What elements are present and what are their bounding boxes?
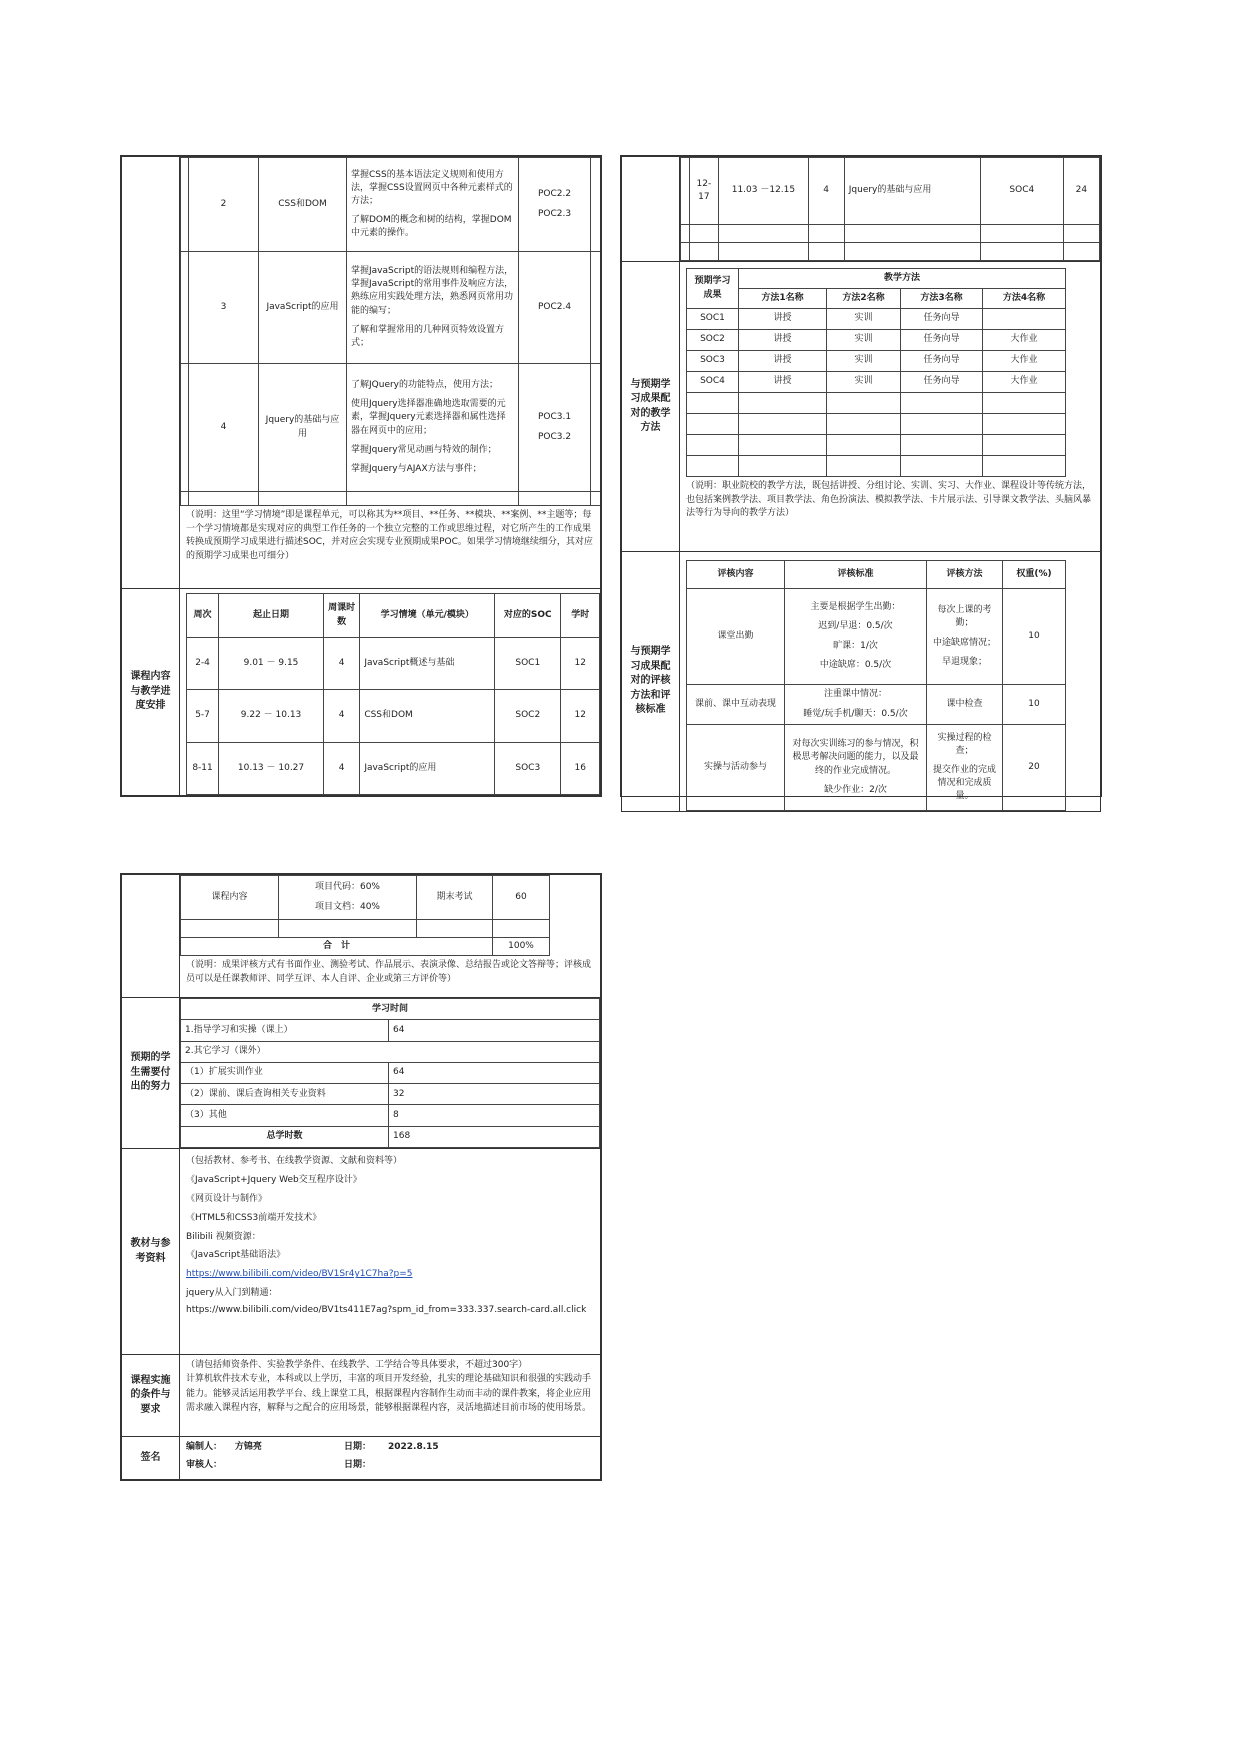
schedule-table (186, 593, 600, 795)
method-row: SOC4 讲授 实训 任务向导 大作业 (687, 372, 1066, 393)
effort-row: （1）扩展实训作业 64 (181, 1062, 600, 1083)
assess-row: 课堂出勤 主要是根据学生出勤： 迟到/早退：0.5/次 旷课：1/次 中途缺席：0.5/次 每次上课的考勤； 中途缺席情况； 早退现象； 10 (687, 589, 1066, 685)
sign-date: 2022.8.15 (388, 1442, 439, 1452)
effort-label: 预期的学生需要付出的努力 (122, 998, 180, 1149)
reference-link[interactable]: https://www.bilibili.com/video/BV1Sr4y1C7ha?p=5 (186, 1269, 413, 1280)
method-label: 与预期学习成果配对的教学方法 (622, 262, 680, 552)
schedule-row: 8-11 10.13 － 10.27 4 JavaScript的应用 SOC3 16 (187, 742, 600, 794)
reference-url: https://www.bilibili.com/video/BV1ts411E7ag?spm_id_from=333.337.search-card.all.click (186, 1305, 587, 1316)
schedule-header: 周课时数 (323, 594, 359, 638)
page-3 (120, 873, 602, 1481)
method-row: SOC1 讲授 实训 任务向导 (687, 309, 1066, 330)
signature-label: 签名 (122, 1437, 180, 1480)
situation-title: CSS和DOM (259, 158, 347, 252)
schedule-header: 学习情境（单元/模块） (360, 594, 495, 638)
page-3-table (121, 874, 601, 1480)
situation-poc: POC3.1 POC3.2 (519, 364, 591, 492)
assess-row: 课程内容 项目代码：60% 项目文档：40% 期末考试 60 (181, 876, 550, 920)
situation-title: JavaScript的应用 (259, 252, 347, 364)
schedule-header: 周次 (187, 594, 219, 638)
effort-header: 学习时间 (181, 999, 600, 1020)
effort-row: 2.其它学习（课外） (181, 1041, 600, 1062)
conditions-label: 课程实施的条件与要求 (122, 1355, 180, 1437)
page-2-table (621, 156, 1101, 812)
conditions-note: （请包括师资条件、实验教学条件、在线教学、工学结合等具体要求，不超过300字） (186, 1360, 528, 1370)
schedule-header: 学时 (561, 594, 600, 638)
situation-no: 3 (189, 252, 259, 364)
method-note: （说明：职业院校的教学方法，既包括讲授、分组讨论、实训、实习、大作业、课程设计等传统方法，也包括案例教学法、项目教学法、角色扮演法、模拟教学法、卡片展示法、引导课文教学法、头脑风暴法等行为导向的教学方法） (686, 481, 1092, 518)
method-header: 方法4名称 (983, 289, 1066, 309)
method-header: 方法1名称 (739, 289, 827, 309)
method-header: 方法3名称 (901, 289, 983, 309)
situation-no: 4 (189, 364, 259, 492)
schedule-row: 12-17 11.03 －12.15 4 Jquery的基础与应用 SOC4 24 (681, 158, 1100, 225)
effort-table (180, 998, 600, 1148)
situation-row (181, 158, 601, 252)
assess-header: 评核标准 (785, 561, 927, 589)
schedule-label: 课程内容与教学进度安排 (122, 589, 180, 796)
reference-label: 教材与参考资料 (122, 1149, 180, 1355)
situation-content: 掌握JavaScript的语法规则和编程方法，掌握JavaScript的常用事件及响应方法，熟练应用实践处理方法，熟悉网页常用功能的编写； 了解和掌握常用的几种网页特效设置方式； (347, 252, 519, 364)
editor-name: 方锦亮 (234, 1442, 262, 1452)
assess-table (686, 560, 1066, 811)
assess-header: 权重(%) (1003, 561, 1066, 589)
reference-list: （包括教材、参考书、在线教学资源、文献和资料等） 《JavaScript+Jquery Web交互程序设计》 《网页设计与制作》 《HTML5和CSS3前端开发技术》 Bilibili 视频资源： 《JavaScript基础语法》 https://www.bilibili.com/video/BV1Sr4y1C7ha?p=5 jquery从入门到精通： https://www.bilibili.com/video/BV1ts411E7ag?spm_id_from=333.337.search-card.all.click (180, 1149, 601, 1355)
schedule-header: 起止日期 (219, 594, 324, 638)
schedule-row: 2-4 9.01 － 9.15 4 JavaScript概述与基础 SOC1 12 (187, 638, 600, 690)
effort-row: 1.指导学习和实操（课上） 64 (181, 1020, 600, 1041)
situation-poc: POC2.4 (519, 252, 591, 364)
assess-header: 评核方法 (927, 561, 1003, 589)
method-table (686, 268, 1066, 477)
page-2 (620, 155, 1102, 802)
situation-row (181, 252, 601, 364)
situation-poc: POC2.2 POC2.3 (519, 158, 591, 252)
effort-row: （3）其他 8 (181, 1105, 600, 1126)
effort-row: （2）课前、课后查询相关专业资料 32 (181, 1084, 600, 1105)
assess-row: 课前、课中互动表现 注重课中情况： 睡觉/玩手机/聊天：0.5/次 课中检查 10 (687, 685, 1066, 725)
method-header: 预期学习成果 (687, 269, 739, 309)
assess-total-row: 合 计 100% (181, 938, 550, 956)
assess-row: 实操与活动参与 对每次实训练习的参与情况，积极思考解决问题的能力，以及最终的作业完成情况。 缺少作业：2/次 实操过程的检查； 提交作业的完成情况和完成质量。 20 (687, 725, 1066, 811)
situation-no: 2 (189, 158, 259, 252)
situation-note: （说明：这里“学习情境”即是课程单元，可以称其为**项目、**任务、**模块、**案例、**主题等；每一个学习情境都是实现对应的典型工作任务的一个独立完整的工作或思维过程，对它所产生的工作成果转换成预期学习成果进行描述SOC，并对应会实现专业预期成果POC。如果学习情境继续细分，其对应的预期学习成果也可细分） (186, 510, 593, 561)
learning-situation-table (180, 157, 601, 506)
assess-label: 与预期学习成果配对的评核方法和评核标准 (622, 552, 680, 812)
method-header: 方法2名称 (827, 289, 901, 309)
assess-table-cont (180, 875, 550, 956)
situation-content: 掌握CSS的基本语法定义规则和使用方法，掌握CSS设置网页中各种元素样式的方法； 了解DOM的概念和树的结构，掌握DOM中元素的操作。 (347, 158, 519, 252)
assess-note: （说明：成果评核方式有书面作业、测验考试、作品展示、表演录像、总结报告或论文答辩等；评核成员可以是任课教师评、同学互评、本人自评、企业或第三方评价等） (186, 960, 592, 984)
schedule-table-cont (680, 157, 1100, 261)
schedule-header: 对应的SOC (495, 594, 561, 638)
signature-block: 编制人： 方锦亮 日期： 2022.8.15 审核人： 日期： (180, 1437, 601, 1480)
page-1-table (121, 156, 601, 796)
situation-content: 了解JQuery的功能特点，使用方法； 使用Jquery选择器准确地选取需要的元素，掌握Jquery元素选择器和属性选择器在网页中的应用； 掌握Jquery常见动画与特效的制作； 掌握Jquery与AJAX方法与事件； (347, 364, 519, 492)
method-row: SOC3 讲授 实训 任务向导 大作业 (687, 351, 1066, 372)
assess-header: 评核内容 (687, 561, 785, 589)
effort-total-row: 总学时数 168 (181, 1126, 600, 1147)
situation-title: Jquery的基础与应用 (259, 364, 347, 492)
method-row: SOC2 讲授 实训 任务向导 大作业 (687, 330, 1066, 351)
page-1 (120, 155, 602, 797)
situation-row (181, 364, 601, 492)
conditions-text: 计算机软件技术专业，本科或以上学历，丰富的项目开发经验，扎实的理论基础知识和很强的实践动手能力。能够灵活运用教学平台、线上课堂工具，根据课程内容制作生动而丰动的课件教案，将企业应用需求融入课程内容，解释与之配合的应用场景，能够根据课程内容，灵活地描述目前市场的使用场景。 (186, 1374, 592, 1414)
schedule-row: 5-7 9.22 － 10.13 4 CSS和DOM SOC2 12 (187, 690, 600, 742)
method-header: 教学方法 (739, 269, 1066, 289)
